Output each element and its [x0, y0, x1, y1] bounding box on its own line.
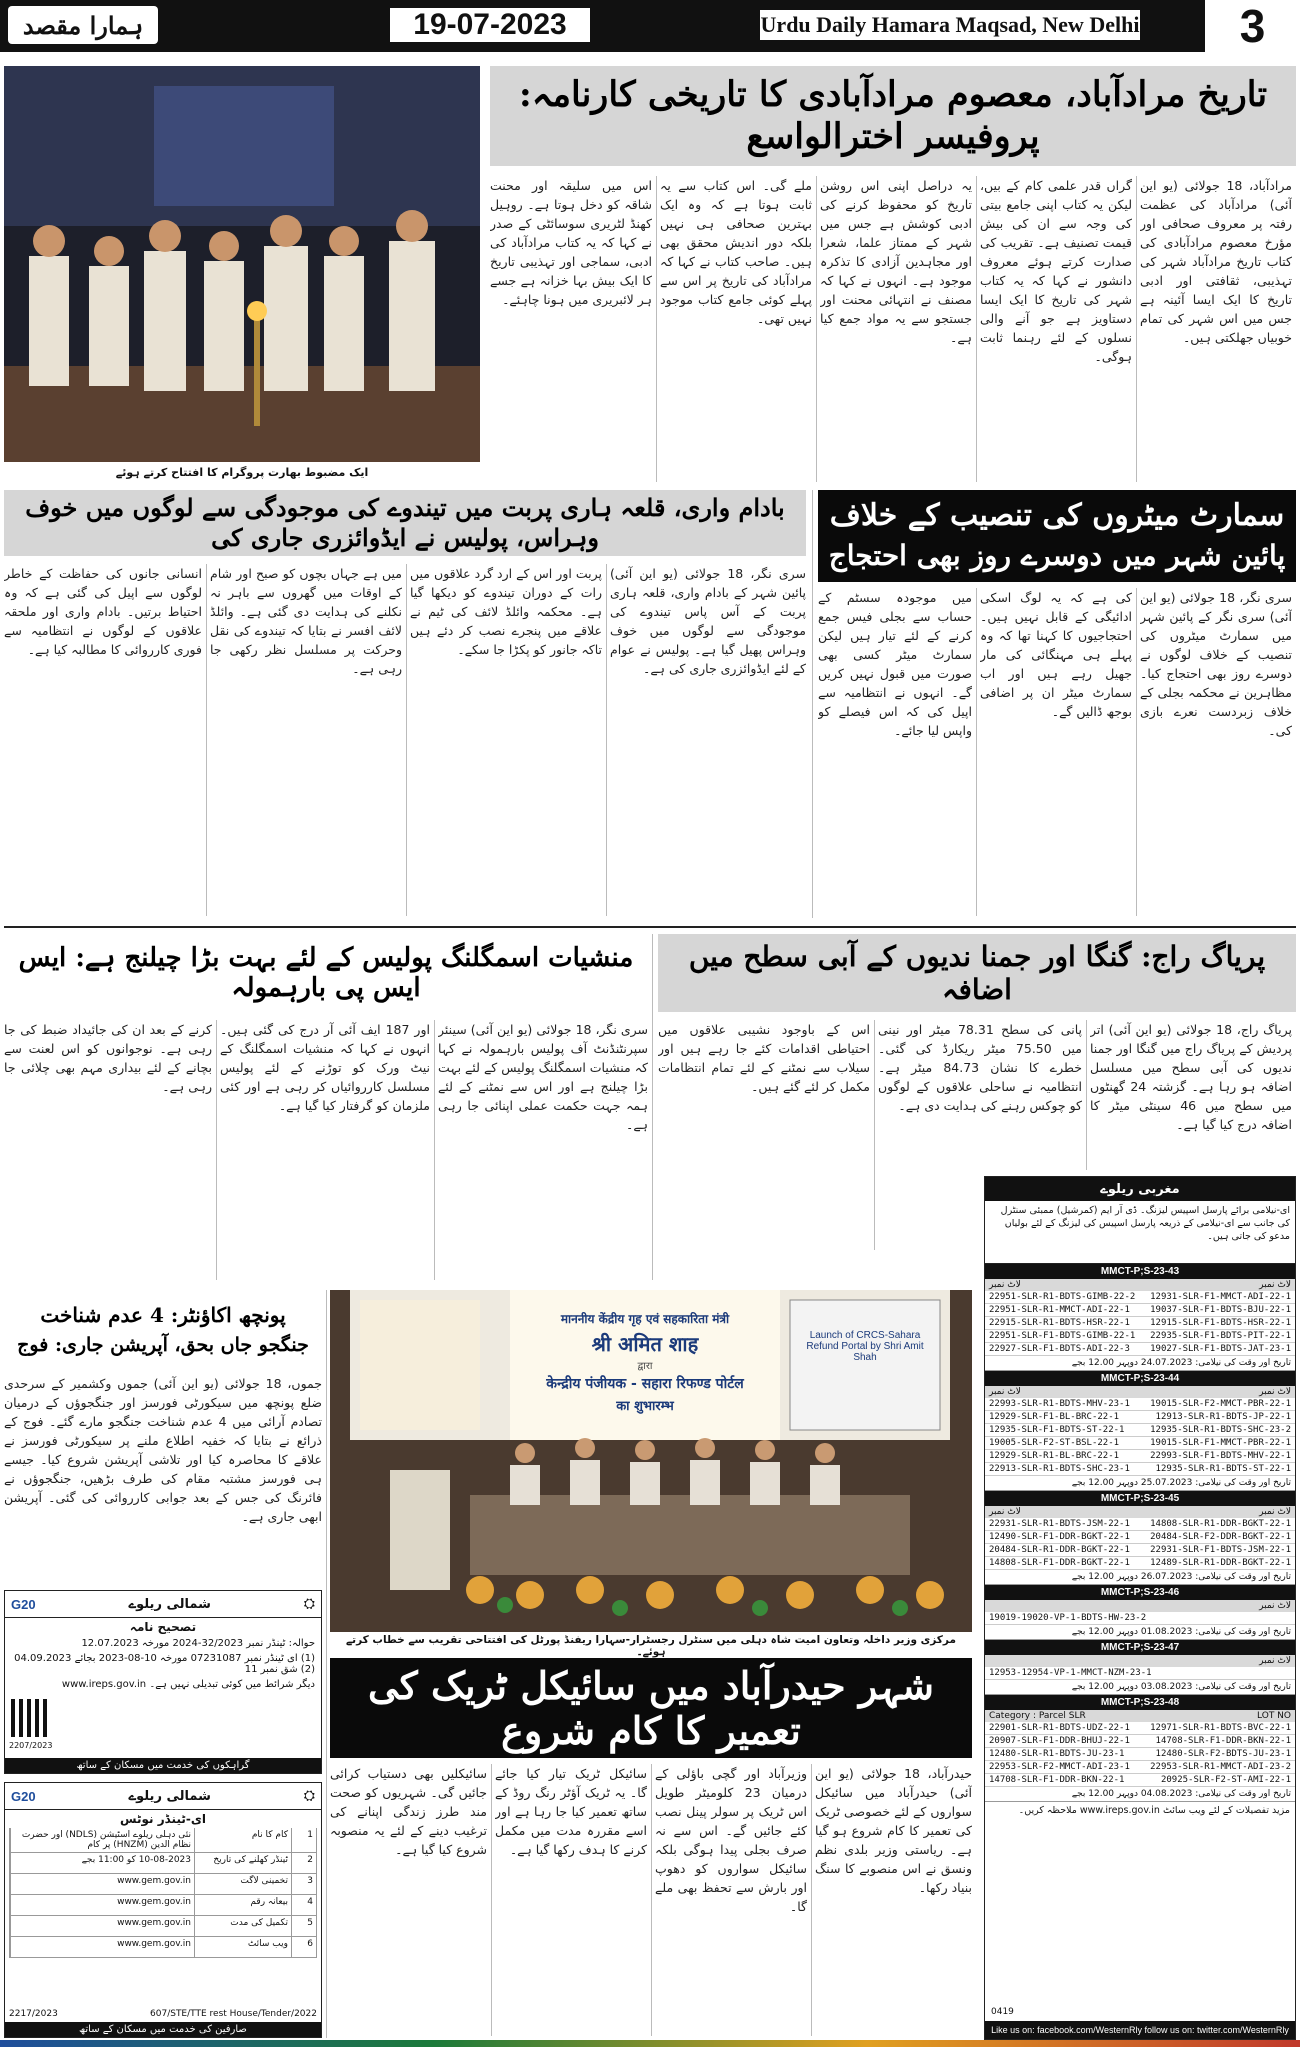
- banner-title: माननीय केंद्रीय गृह एवं सहकारिता मंत्री: [560, 1312, 730, 1326]
- table-row: [985, 1304, 1295, 1317]
- table-row: [985, 1612, 1295, 1625]
- railway-group: [985, 1264, 1295, 1371]
- railway-subheader-left: لاٹ نمبر: [1259, 1507, 1291, 1517]
- table-row: [985, 1748, 1295, 1761]
- table-cell: 12935-SLR-R1-BDTS-SHC-23-2: [1150, 1425, 1291, 1435]
- divider: [652, 934, 653, 1280]
- railway-group-title: MMCT-P;S-23-47: [985, 1640, 1295, 1655]
- table-cell: 19019-19020-VP-1-BDTS-HW-23-2: [989, 1613, 1147, 1623]
- northern-ad-line3: دیگر شرائط میں کوئی تبدیلی نہیں ہے۔ www.ireps.gov.in: [61, 1679, 315, 1690]
- story5-col-3: کرنے کے بعد ان کی جائیداد ضبط کی جا رہی ہے۔ نوجوانوں کو اس لعنت سے بچانے کے لئے بیداری مہم بھی چلائی جا رہی ہے۔: [4, 1022, 212, 1094]
- railway-group: [985, 1640, 1295, 1695]
- railway-group-title: MMCT-P;S-23-44: [985, 1371, 1295, 1386]
- railway-group-note: تاریخ اور وقت کی نیلامی: 01.08.2023 دوپہر 12.00 بجے: [985, 1625, 1295, 1640]
- table-row: [9, 1916, 317, 1937]
- table-row: [985, 1735, 1295, 1748]
- table-cell: تخمینی لاگت: [194, 1874, 291, 1894]
- section-rule: [4, 926, 1296, 928]
- table-row: [985, 1317, 1295, 1330]
- divider: [206, 564, 207, 916]
- northern-ad-header: [5, 1591, 321, 1618]
- railway-groups: [985, 1264, 1295, 1802]
- table-cell: 3: [291, 1874, 316, 1894]
- table-cell: www.gem.gov.in: [10, 1937, 194, 1957]
- story7-col-2: وزیرآباد اور گچی باؤلی کے درمیان 23 کلومیٹر طویل اس ٹریک پر سولر پینل نصب کئے جائیں گے۔ اس سے نہ صرف بجلی پیدا ہوگی بلکہ سائیکل سواروں کو دھوپ اور بارش سے تحفظ بھی ملے گا۔: [655, 1766, 807, 1914]
- divider: [606, 564, 607, 916]
- table-cell: 12931-SLR-F1-MMCT-ADI-22-1: [1150, 1292, 1291, 1302]
- table-cell: 12480-SLR-R1-BDTS-JU-23-1: [989, 1749, 1125, 1759]
- banner-name: श्री अमित शाह: [591, 1332, 699, 1356]
- divider: [651, 1764, 652, 2036]
- story6-headline-line2: جنگجو جاں بحق، آپریشن جاری: فوج: [17, 1334, 309, 1356]
- masthead-logo: [8, 6, 158, 44]
- story5-col-2: اور 187 ایف آئی آر درج کی گئی ہیں۔ انہوں نے کہا کہ منشیات اسمگلنگ کے نیٹ ورک کو توڑنے کے لئے پولیس مسلسل کارروائیاں کر رہی ہے اور کئی ملزمان کو گرفتار کیا گیا ہے۔: [220, 1022, 430, 1113]
- table-row: [985, 1291, 1295, 1304]
- table-row: [985, 1761, 1295, 1774]
- northern-ad-corrigendum: [4, 1590, 322, 1774]
- table-row: [9, 1895, 317, 1916]
- story4-headline: پریاگ راج: گنگا اور جمنا ندیوں کے آبی سطح میں اضافہ: [688, 940, 1266, 1006]
- divider: [874, 1020, 875, 1250]
- divider: [406, 564, 407, 916]
- story7-col-3: سائیکل ٹریک تیار کیا جائے گا۔ یہ ٹریک آؤٹر رنگ روڈ کے ساتھ تعمیر کیا جا رہا ہے اور اسے مقررہ مدت میں مکمل کرنے کا ہدف رکھا گیا ہے۔: [495, 1766, 647, 1857]
- table-row: [9, 1937, 317, 1958]
- story2-col-2: کی ہے کہ یہ لوگ اسکی ادائیگی کے قابل نہیں ہیں۔ احتجاجیوں کا کہنا تھا کہ وہ پہلے ہی مہنگائی کی مار جھیل رہے ہیں اور اب سمارٹ میٹر ان پر اضافی بوجھ ڈالیں گے۔: [980, 590, 1132, 719]
- railway-group: [985, 1585, 1295, 1640]
- table-cell: 19027-SLR-F1-BDTS-JAT-23-1: [1150, 1344, 1291, 1354]
- banner-launch: का शुभारम्भ: [616, 1399, 674, 1414]
- table-cell: 19037-SLR-F1-BDTS-BJU-22-1: [1150, 1305, 1291, 1315]
- story2-col-3: میں موجودہ سسٹم کے حساب سے بجلی فیس جمع کرنے کے لئے تیار ہیں لیکن سمارٹ میٹر کسی بھی صورت میں قبول نہیں کریں گے۔ انہوں نے انتظامیہ سے اپیل کی کہ اس فیصلے کو واپس لیا جائے۔: [818, 590, 972, 738]
- story1-col-3: یہ دراصل اپنی اس روشن تاریخ کو محفوظ کرنے کی ادبی کوشش ہے جس میں شہر کے ممتاز علما، شعرا اور مجاہدین آزادی کا تذکرہ موجود ہے۔ انہوں نے کہا کہ مصنف نے انتہائی محنت اور جستجو سے یہ مواد جمع کیا ہے۔: [820, 178, 972, 345]
- masthead-logo-text: ہمارا مقصد: [22, 10, 144, 40]
- table-cell: 22931-SLR-F1-BDTS-JSM-22-1: [1150, 1545, 1291, 1555]
- railway-group-subheader: [985, 1506, 1295, 1518]
- railway-header-text: مغربی ریلوے: [1100, 1181, 1180, 1197]
- railway-subheader-right: لاٹ نمبر: [989, 1387, 1021, 1397]
- bottom-color-strip: [0, 2040, 1300, 2047]
- table-row: [985, 1531, 1295, 1544]
- northern-ad-footer: گراہکوں کی خدمت میں مسکان کے ساتھ: [5, 1758, 321, 1773]
- story3-col-3: میں ہے جہاں بچوں کو صبح اور شام کے اوقات میں گھروں سے باہر نہ نکلنے کی ہدایت دی گئی ہے۔ وائلڈ لائف افسر نے بتایا کہ تیندوے کی نقل وحرکت پر مسلسل نظر رکھی جا رہی ہے۔: [210, 566, 402, 676]
- tender-ad: [4, 1782, 322, 2038]
- railway-subheader-left: لاٹ نمبر: [1259, 1387, 1291, 1397]
- story2-headline-line2: پائین شہر میں دوسرے روز بھی احتجاج: [828, 539, 1286, 572]
- table-cell: 4: [291, 1895, 316, 1915]
- table-row: [9, 1828, 317, 1853]
- table-cell: 12953-12954-VP-1-MMCT-NZM-23-1: [989, 1668, 1152, 1678]
- table-row: [985, 1424, 1295, 1437]
- table-cell: 12480-SLR-F2-BDTS-JU-23-1: [1155, 1749, 1291, 1759]
- railway-group-note: تاریخ اور وقت کی نیلامی: 25.07.2023 دوپہر 12.00 بجے: [985, 1476, 1295, 1491]
- table-cell: www.gem.gov.in: [10, 1895, 194, 1915]
- railway-subheader-left: لاٹ نمبر: [1259, 1656, 1291, 1666]
- divider: [976, 176, 977, 482]
- railway-social: Like us on: facebook.com/WesternRly follow us on: twitter.com/WesternRly: [985, 2021, 1295, 2039]
- story6-headline: [4, 1290, 322, 1370]
- indian-railway-logo-icon: ⛭: [303, 1788, 315, 1804]
- tender-ad-header-text: شمالی ریلوے: [128, 1788, 211, 1804]
- story7-headline-box: [330, 1658, 972, 1758]
- railway-subheader-right: لاٹ نمبر: [989, 1280, 1021, 1290]
- story2-headline-box: [818, 490, 1296, 582]
- masthead-date: 19-07-2023: [390, 8, 590, 42]
- tender-ad-footer: صارفین کی خدمت میں مسکان کے ساتھ: [5, 2022, 321, 2037]
- table-cell: ویب سائٹ: [194, 1937, 291, 1957]
- story1-photo-caption: ایک مضبوط بھارت پروگرام کا افتتاح کرتے ہوئے: [115, 466, 369, 479]
- railway-group-note: تاریخ اور وقت کی نیلامی: 04.08.2023 دوپہر 12.00 بجے: [985, 1787, 1295, 1802]
- table-row: [985, 1557, 1295, 1570]
- page-number: 3: [1205, 0, 1300, 52]
- railway-group-note: تاریخ اور وقت کی نیلامی: 24.07.2023 دوپہر 12.00 بجے: [985, 1356, 1295, 1371]
- table-cell: بیعانہ رقم: [194, 1895, 291, 1915]
- railway-group-subheader: [985, 1386, 1295, 1398]
- g20-logo-icon: G20: [11, 1788, 36, 1804]
- story4-headline-band: [658, 934, 1296, 1012]
- table-cell: 12915-SLR-F1-BDTS-HSR-22-1: [1150, 1318, 1291, 1328]
- stage-photo-illustration: [4, 66, 480, 462]
- table-cell: 12935-SLR-R1-BDTS-ST-22-1: [1155, 1464, 1291, 1474]
- table-cell: 12489-SLR-R1-DDR-BGKT-22-1: [1150, 1558, 1291, 1568]
- table-cell: 22993-SLR-F1-BDTS-MHV-22-1: [1150, 1451, 1291, 1461]
- railway-group-subheader: [985, 1279, 1295, 1291]
- divider: [326, 1290, 327, 2038]
- table-cell: 22915-SLR-R1-BDTS-HSR-22-1: [989, 1318, 1130, 1328]
- railway-group-subheader: [985, 1710, 1295, 1722]
- table-cell: 22951-SLR-R1-BDTS-GIMB-22-2: [989, 1292, 1136, 1302]
- table-cell: 22951-SLR-R1-MMCT-ADI-22-1: [989, 1305, 1130, 1315]
- railway-group-subheader: [985, 1655, 1295, 1667]
- railway-group-note: تاریخ اور وقت کی نیلامی: 03.08.2023 دوپہر 12.00 بجے: [985, 1680, 1295, 1695]
- tender-ad-header: [5, 1783, 321, 1810]
- table-cell: 22931-SLR-R1-BDTS-JSM-22-1: [989, 1519, 1130, 1529]
- story5-col-1: سری نگر، 18 جولائی (یو این آئی) سینئر سپرنٹنڈنٹ آف پولیس بارہمولہ نے کہا کہ منشیات اسمگلنگ پولیس کے لئے بہت بڑا چیلنج ہے اور اس سے نمٹنے کے لئے ہمہ جہت حکمت عملی اپنائی جا رہی ہے۔: [438, 1022, 648, 1132]
- table-cell: 14808-SLR-F1-DDR-BGKT-22-1: [989, 1558, 1130, 1568]
- table-cell: 22993-SLR-R1-BDTS-MHV-23-1: [989, 1399, 1130, 1409]
- table-cell: 22927-SLR-F1-BDTS-ADI-22-3: [989, 1344, 1130, 1354]
- table-row: [985, 1518, 1295, 1531]
- table-cell: 5: [291, 1916, 316, 1936]
- table-cell: 22913-SLR-R1-BDTS-SHC-23-1: [989, 1464, 1130, 1474]
- center-photo: [330, 1290, 972, 1632]
- banner-sub: द्वारा: [637, 1361, 653, 1372]
- story3-col-2: پربت اور اس کے ارد گرد علاقوں میں رات کے دوران تیندوے کو دیکھا گیا ہے۔ محکمہ وائلڈ لائف کی ٹیم نے علاقے میں پنجرے نصب کر دئے ہیں تاکہ جانور کو پکڑا جا سکے۔: [410, 566, 602, 657]
- story7-col-4: سائیکلیں بھی دستیاب کرائی جائیں گی۔ شہریوں کو صحت مند طرز زندگی اپنانے کی ترغیب دینے کے لئے یہ منصوبہ شروع کیا گیا ہے۔: [330, 1766, 487, 1857]
- divider: [656, 176, 657, 482]
- divider: [812, 490, 813, 918]
- table-cell: 14708-SLR-F1-DDR-BKN-22-1: [989, 1775, 1125, 1785]
- table-cell: www.gem.gov.in: [10, 1874, 194, 1894]
- divider: [1086, 1020, 1087, 1170]
- table-cell: تکمیل کی مدت: [194, 1916, 291, 1936]
- railway-group-title: MMCT-P;S-23-48: [985, 1695, 1295, 1710]
- northern-ad-code: 2207/2023: [9, 1741, 53, 1750]
- table-row: [985, 1437, 1295, 1450]
- table-row: [985, 1398, 1295, 1411]
- tender-ad-title: ای-ٹینڈر نوٹس: [120, 1812, 206, 1826]
- divider: [976, 588, 977, 916]
- table-cell: 19005-SLR-F2-ST-BSL-22-1: [989, 1438, 1120, 1448]
- banner-right-panel: Launch of CRCS-Sahara Refund Portal by Shri Amit Shah: [806, 1330, 924, 1363]
- table-cell: 12935-SLR-F1-BDTS-ST-22-1: [989, 1425, 1125, 1435]
- g20-logo-icon: G20: [11, 1596, 36, 1612]
- table-cell: نئی دہلی ریلوے اسٹیشن (NDLS) اور حضرت نظام الدین (HNZM) پر کام: [10, 1828, 194, 1852]
- story4-col-2: پانی کی سطح 78.31 میٹر اور نینی میں 75.50 میٹر ریکارڈ کی گئی۔ خطرے کا نشان 84.73 میٹر ہے۔ انتظامیہ نے ساحلی علاقوں کے لوگوں کو چوکس رہنے کی ہدایت دی ہے۔: [878, 1022, 1082, 1113]
- story7-headline: شہر حیدرآباد میں سائیکل ٹریک کی تعمیر کا کام شروع: [368, 1663, 934, 1753]
- railway-subheader-right: Category : Parcel SLR: [989, 1711, 1086, 1721]
- table-cell: 22953-SLR-F2-MMCT-ADI-23-1: [989, 1762, 1130, 1772]
- story1-photo: [4, 66, 480, 462]
- table-cell: 22953-SLR-R1-MMCT-ADI-23-2: [1150, 1762, 1291, 1772]
- table-cell: 20484-SLR-F2-DDR-BGKT-22-1: [1150, 1532, 1291, 1542]
- railway-footer: مزید تفصیلات کے لئے ویب سائٹ www.ireps.gov.in ملاحظہ کریں۔: [1018, 1805, 1290, 1816]
- table-cell: 14808-SLR-R1-DDR-BGKT-22-1: [1150, 1519, 1291, 1529]
- table-cell: 12929-SLR-R1-BL-BRC-22-1: [989, 1451, 1120, 1461]
- railway-subheader-right: لاٹ نمبر: [989, 1507, 1021, 1517]
- railway-subheader-left: لاٹ نمبر: [1259, 1601, 1291, 1611]
- railway-group-subheader: [985, 1600, 1295, 1612]
- table-cell: 6: [291, 1937, 316, 1957]
- story1-col-1: مرادآباد، 18 جولائی (یو این آئی) مرادآباد کی عظمت رفتہ پر معروف صحافی اور مؤرخ معصوم مرادآبادی کی کتاب تاریخ مرادآباد شہر کی تہذیبی، ثقافتی اور ادبی تاریخ کا ایک ایسا آئینہ ہے جس میں اس شہر کی تمام خوبیاں جھلکتی ہیں۔: [1140, 178, 1292, 345]
- banner-portal: केन्द्रीय पंजीयक - सहारा रिफण्ड पोर्टल: [546, 1376, 744, 1392]
- table-cell: 20484-SLR-R1-DDR-BGKT-22-1: [989, 1545, 1130, 1555]
- table-row: [9, 1853, 317, 1874]
- table-row: [985, 1343, 1295, 1356]
- masthead-paper-name: Urdu Daily Hamara Maqsad, New Delhi: [760, 10, 1140, 40]
- story6-body: جموں، 18 جولائی (یو این آئی) جموں وکشمیر کے سرحدی ضلع پونچھ میں سیکورٹی فورسز اور جنگجوؤں کے درمیان تصادم آرائی میں 4 عدم شناخت جنگجو مارے گئے۔ فوج کے ذرائع نے بتایا کہ خفیہ اطلاع ملنے پر سیکورٹی فورسز نے علاقے کا محاصرہ کیا اور تلاشی آپریشن شروع کیا۔ جیسے ہی فورسز مشتبہ مقام کی طرف بڑھیں، جنگجوؤں نے فائرنگ کی جس کے بعد جوابی کارروائی کی گئی۔ آپریشن ابھی جاری ہے۔: [4, 1376, 322, 1524]
- table-cell: 20925-SLR-F2-ST-AMI-22-1: [1160, 1775, 1291, 1785]
- table-cell: 22901-SLR-R1-BDTS-UDZ-22-1: [989, 1723, 1130, 1733]
- tender-ad-code-left: 2217/2023: [9, 2009, 58, 2019]
- table-cell: 12971-SLR-R1-BDTS-BVC-22-1: [1150, 1723, 1291, 1733]
- table-cell: ٹینڈر کھلنے کی تاریخ: [194, 1853, 291, 1873]
- railway-group-note: تاریخ اور وقت کی نیلامی: 26.07.2023 دوپہر 12.00 بجے: [985, 1570, 1295, 1585]
- divider: [1136, 176, 1137, 482]
- table-cell: 10-08-2023 کو 11:00 بجے: [10, 1853, 194, 1873]
- table-cell: 20907-SLR-F1-DDR-BHUJ-22-1: [989, 1736, 1130, 1746]
- story2-col-1: سری نگر، 18 جولائی (یو این آئی) سری نگر کے پائین شہر میں سمارٹ میٹروں کی تنصیب کے خلاف لوگوں نے دوسرے روز بھی احتجاج کیا۔ مظاہرین نے محکمہ بجلی کے خلاف زبردست نعرے بازی کی۔: [1140, 590, 1292, 738]
- table-row: [985, 1450, 1295, 1463]
- table-cell: 19015-SLR-F1-MMCT-PBR-22-1: [1150, 1438, 1291, 1448]
- story7-col-1: حیدرآباد، 18 جولائی (یو این آئی) حیدرآباد میں سائیکل سواروں کے لئے خصوصی ٹریک کی تعمیر کا کام شروع ہو گیا ہے۔ ریاستی وزیر بلدی نظم ونسق نے اس منصوبے کا سنگ بنیاد رکھا۔: [815, 1766, 972, 1895]
- table-row: [9, 1874, 317, 1895]
- table-cell: 14708-SLR-F1-DDR-BKN-22-1: [1155, 1736, 1291, 1746]
- table-row: [985, 1667, 1295, 1680]
- railway-group-title: MMCT-P;S-23-43: [985, 1264, 1295, 1279]
- railway-group-title: MMCT-P;S-23-46: [985, 1585, 1295, 1600]
- story2-headline-line1: سمارٹ میٹروں کی تنصیب کے خلاف: [829, 498, 1285, 533]
- railway-subheader-left: لاٹ نمبر: [1259, 1280, 1291, 1290]
- divider: [434, 1020, 435, 1280]
- railway-subheader-left: LOT NO: [1257, 1711, 1291, 1721]
- tender-ad-code-right: 607/STE/TTE rest House/Tender/2022: [150, 2009, 317, 2019]
- story1-headline: تاریخ مرادآباد، معصوم مرادآبادی کا تاریخی کارنامہ: پروفیسر اخترالواسع: [518, 74, 1268, 157]
- story1-col-4: ملے گی۔ اس کتاب سے یہ ثابت ہوتا ہے کہ وہ ایک بہترین صحافی ہی نہیں بلکہ دور اندیش محقق بھی ہیں۔ صاحب کتاب نے کہا کہ مرادآباد کی تاریخ پر اس سے پہلے کوئی جامع کتاب موجود نہیں تھی۔: [660, 178, 812, 326]
- story1-headline-band: [490, 66, 1296, 166]
- story1-col-2: گراں قدر علمی کام کے بیں، لیکن یہ کتاب اپنی جامع بیتی کی وجہ سے ان کی بیش قیمت تصنیف ہے۔ تقریب کی صدارت کرتے ہوئے معروف دانشور نے کہا کہ یہ کتاب شہر کی تاریخ کا ایک ایسا دستاویز ہے جو آنے والی نسلوں کے لئے رہنما ثابت ہوگی۔: [980, 178, 1132, 364]
- table-cell: 2: [291, 1853, 316, 1873]
- table-row: [985, 1330, 1295, 1343]
- northern-ad-line2: (1) ای ٹینڈر نمبر 07231087 مورخہ 10-08-2023 بجائے 04.09.2023 (2) شق نمبر 11: [14, 1653, 315, 1675]
- indian-railway-logo-icon: ⛭: [303, 1596, 315, 1612]
- story4-col-1: پریاگ راج، 18 جولائی (یو این آئی) اتر پردیش کے پریاگ راج میں گنگا اور جمنا ندیوں کی آبی سطح میں مسلسل اضافہ ہو رہا ہے۔ گزشتہ 24 گھنٹوں میں سطح میں 46 سینٹی میٹر کا اضافہ درج کیا گیا ہے۔: [1090, 1022, 1292, 1132]
- divider: [216, 1020, 217, 1280]
- northern-ad-title: تصحیح نامہ: [129, 1620, 197, 1634]
- railway-intro: ای-نیلامی برائے پارسل اسپیس لیزنگ۔ ڈی آر ایم (کمرشیل) ممبئی سنٹرل کی جانب سے ای-نیلامی کے ذریعہ پارسل اسپیس کی لیزنگ کے لئے بولیاں مدعو کی جاتی ہیں۔: [985, 1201, 1295, 1264]
- table-cell: 1: [291, 1828, 316, 1852]
- story5-headline: منشیات اسمگلنگ پولیس کے لئے بہت بڑا چیلنج ہے: ایس ایس پی بارہمولہ: [18, 943, 634, 1003]
- table-row: [985, 1411, 1295, 1424]
- railway-group: [985, 1371, 1295, 1491]
- table-cell: www.gem.gov.in: [10, 1916, 194, 1936]
- story3-headline: بادام واری، قلعہ ہاری پربت میں تیندوے کی موجودگی سے لوگوں میں خوف وہراس، پولیس نے ایڈوائزری جاری کی: [25, 493, 785, 552]
- table-row: [985, 1544, 1295, 1557]
- railway-code: 0419: [991, 2007, 1014, 2017]
- divider: [491, 1764, 492, 2036]
- story4-col-3: اس کے باوجود نشیبی علاقوں میں احتیاطی اقدامات کئے جا رہے ہیں اور سیلاب سے نمٹنے کے لئے تمام انتظامات مکمل کر لئے گئے ہیں۔: [658, 1022, 870, 1094]
- qr-code-icon: [11, 1699, 49, 1737]
- railway-group: [985, 1695, 1295, 1802]
- table-cell: 12913-SLR-R1-BDTS-JP-22-1: [1155, 1412, 1291, 1422]
- divider: [816, 176, 817, 482]
- story3-col-1: سری نگر، 18 جولائی (یو این آئی) پائین شہر کے بادام واری، قلعہ ہاری پربت کے آس پاس تیندوے کی موجودگی سے لوگوں میں خوف وہراس پھیل گیا ہے۔ پولیس نے عوام کے لئے ایڈوائزری جاری کی ہے۔: [610, 566, 806, 676]
- northern-ad-line1: حوالہ: ٹینڈر نمبر 32/2023-2024 مورخہ 12.07.2023: [81, 1638, 315, 1649]
- divider: [811, 1764, 812, 2036]
- table-cell: 22951-SLR-F1-BDTS-GIMB-22-1: [989, 1331, 1136, 1341]
- table-row: [985, 1774, 1295, 1787]
- table-cell: 12490-SLR-F1-DDR-BGKT-22-1: [989, 1532, 1130, 1542]
- tender-table: [5, 1828, 321, 1958]
- story3-col-4: انسانی جانوں کی حفاظت کے خاطر لوگوں سے اپیل کی گئی ہے کہ وہ احتیاط برتیں۔ بادام واری اور ملحقہ علاقوں کے لوگوں نے انتظامیہ سے فوری کارروائی کا مطالبہ کیا ہے۔: [4, 566, 202, 657]
- table-row: [985, 1463, 1295, 1476]
- railway-group: [985, 1491, 1295, 1585]
- table-cell: 12929-SLR-F1-BL-BRC-22-1: [989, 1412, 1120, 1422]
- table-cell: 19015-SLR-F2-MMCT-PBR-22-1: [1150, 1399, 1291, 1409]
- story3-headline-band: [4, 490, 806, 556]
- table-cell: 22935-SLR-F1-BDTS-PIT-22-1: [1150, 1331, 1291, 1341]
- western-railway-ad: [984, 1176, 1296, 2040]
- story5-headline-band: [4, 934, 648, 1012]
- story1-col-5: اس میں سلیقہ اور محنت شاقہ کو دخل ہوتا ہے۔ روہیل کھنڈ لٹریری سوسائٹی کے صدر نے کہا کہ یہ کتاب مرادآباد کی ادبی، سماجی اور تہذیبی تاریخ کا ایک بیش بہا خزانہ ہے جسے ہر لائبریری میں ہونا چاہئے۔: [490, 178, 652, 307]
- table-row: [985, 1722, 1295, 1735]
- railway-header: [985, 1177, 1295, 1201]
- table-cell: کام کا نام: [194, 1828, 291, 1852]
- northern-ad-header-text: شمالی ریلوے: [128, 1596, 211, 1612]
- center-photo-caption: مرکزی وزیر داخلہ وتعاون امیت شاہ دہلی میں سنٹرل رجسٹرار-سہارا ریفنڈ پورٹل کی افتتاحی تقریب سے خطاب کرتے ہوئے۔: [346, 1634, 956, 1658]
- railway-group-title: MMCT-P;S-23-45: [985, 1491, 1295, 1506]
- divider: [1136, 588, 1137, 916]
- story6-headline-line1: پونچھ اکاؤنٹر: 4 عدم شناخت: [40, 1303, 286, 1327]
